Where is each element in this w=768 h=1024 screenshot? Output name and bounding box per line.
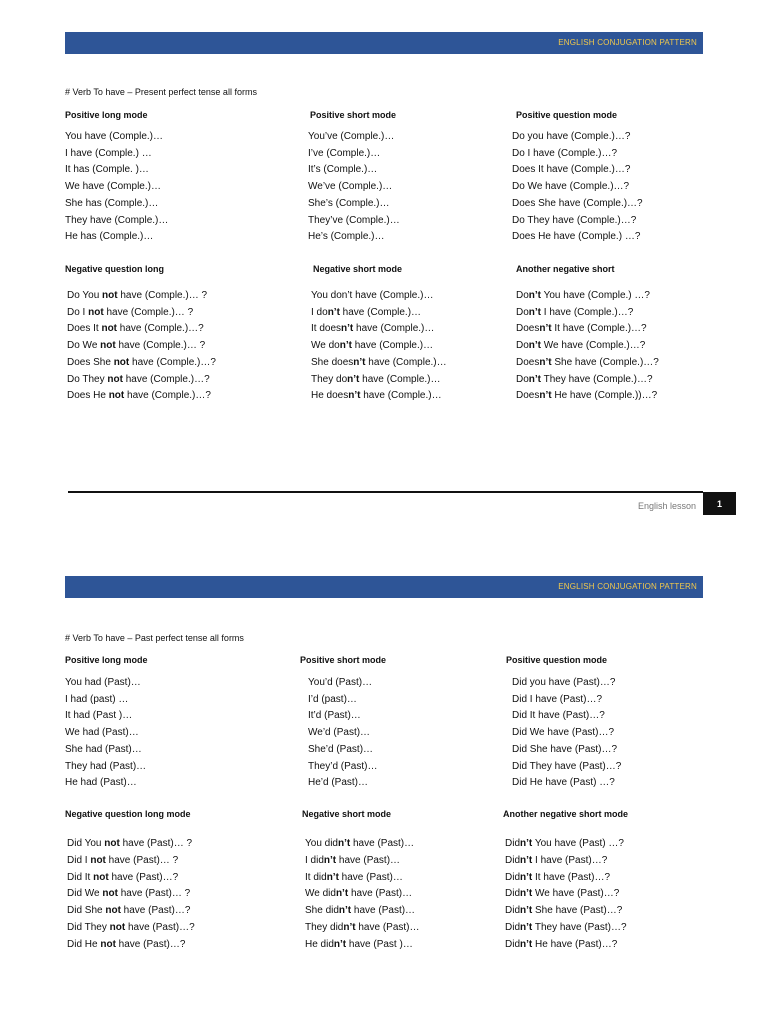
line-text: Did: [505, 922, 521, 933]
conjugation-line: [67, 323, 204, 334]
conjugation-line: [67, 357, 216, 368]
negation-emphasis: n’t: [520, 838, 533, 849]
line-text: It have (Comple.)…?: [551, 323, 647, 335]
negation-emphasis: not: [102, 290, 118, 301]
negation-emphasis: not: [107, 373, 123, 385]
line-text: I did: [305, 854, 324, 866]
conjugation-line: They’ve (Comple.)…: [308, 214, 400, 226]
line-text: Does She: [67, 356, 114, 368]
conjugation-line: It has (Comple. )…: [65, 164, 149, 176]
column-header: Positive question mode: [516, 110, 618, 120]
line-text: Does: [516, 390, 540, 402]
conjugation-line: You’d (Past)…: [308, 677, 373, 688]
line-text: I have (Comple.)…?: [541, 306, 634, 318]
conjugation-line: We have (Comple.)…: [65, 181, 161, 193]
line-text: Does He: [67, 390, 109, 402]
line-text: You have (Comple.) …?: [541, 290, 650, 301]
conjugation-line: They’d (Past)…: [308, 760, 378, 772]
line-text: Do: [516, 290, 529, 301]
negation-emphasis: n’t: [353, 356, 366, 368]
line-text: Do: [516, 340, 529, 352]
conjugation-line: It had (Past )…: [65, 710, 133, 722]
conjugation-line: [67, 855, 178, 866]
negation-emphasis: not: [108, 390, 125, 402]
line-text: It have (Past)…?: [532, 871, 611, 883]
conjugation-line: [67, 939, 185, 950]
line-text: have (Comple.)…?: [117, 323, 204, 335]
column-header: Positive long mode: [65, 655, 148, 665]
conjugation-line: Does It have (Comple.)…?: [512, 164, 631, 176]
conjugation-line: Did He have (Past) …?: [512, 777, 615, 789]
line-text: have (Comple.)…: [360, 390, 442, 402]
negation-emphasis: not: [109, 922, 126, 933]
line-text: Do We: [67, 340, 101, 352]
conjugation-line: I have (Comple.) …: [65, 147, 152, 159]
column-header: Negative short mode: [302, 809, 392, 819]
negation-emphasis: n’t: [348, 390, 361, 402]
conjugation-line: [67, 838, 192, 849]
conjugation-line: [305, 872, 403, 883]
line-text: They did: [305, 922, 344, 933]
conjugation-line: [311, 323, 434, 334]
line-text: It does: [311, 323, 342, 335]
conjugation-line: Do They have (Comple.)…?: [512, 214, 637, 226]
conjugation-line: Does She have (Comple.)…?: [512, 197, 643, 209]
conjugation-line: [311, 374, 441, 385]
column-header: Positive question mode: [506, 655, 608, 665]
conjugation-line: [505, 939, 617, 950]
conjugation-line: [505, 855, 607, 866]
negation-emphasis: not: [104, 838, 120, 849]
negation-emphasis: n’t: [520, 888, 533, 900]
line-text: He have (Comple.))…?: [551, 390, 658, 402]
negation-emphasis: n’t: [338, 905, 352, 917]
page-title: # Verb To have – Past perfect tense all forms: [65, 633, 244, 643]
conjugation-line: Do you have (Comple.)…?: [512, 131, 631, 142]
line-text: We have (Comple.)…?: [541, 340, 646, 352]
header-banner-page-2: [65, 576, 703, 598]
conjugation-line: [505, 905, 622, 916]
conjugation-line: [305, 855, 400, 866]
line-text: have (Past)…: [338, 871, 403, 883]
line-text: I do: [311, 306, 328, 318]
line-text: Do They: [67, 373, 108, 385]
line-text: have (Past)…?: [120, 905, 191, 917]
line-text: Did: [505, 838, 521, 849]
line-text: Does: [516, 323, 540, 335]
conjugation-line: [311, 340, 433, 351]
negation-emphasis: n’t: [323, 854, 337, 866]
negation-emphasis: n’t: [327, 306, 340, 318]
negation-emphasis: n’t: [338, 838, 351, 849]
conjugation-line: They have (Comple.)…: [65, 214, 169, 226]
line-text: have (Past )…: [346, 938, 413, 950]
negation-emphasis: n’t: [539, 323, 552, 335]
line-text: Did I: [67, 854, 91, 866]
line-text: Did He: [67, 938, 101, 950]
line-text: have (Past)…: [350, 838, 415, 849]
column-header: Negative question long mode: [65, 809, 191, 819]
conjugation-line: Did She have (Past)…?: [512, 743, 618, 755]
column-header: Positive short mode: [300, 655, 387, 665]
conjugation-line: She’d (Past)…: [308, 743, 374, 755]
column-header: Another negative short mode: [503, 809, 629, 819]
line-text: have (Comple.)…?: [124, 390, 211, 402]
conjugation-line: Does He have (Comple.) …?: [512, 231, 641, 243]
line-text: Do: [516, 306, 529, 318]
negation-emphasis: n’t: [333, 938, 347, 950]
negation-emphasis: n’t: [528, 306, 542, 318]
line-text: Does: [516, 356, 540, 368]
conjugation-line: [505, 888, 619, 899]
line-text: Did: [505, 854, 521, 866]
negation-emphasis: n’t: [539, 356, 552, 368]
negation-emphasis: n’t: [520, 905, 533, 917]
line-text: We do: [311, 340, 340, 352]
conjugation-line: [516, 340, 645, 351]
conjugation-line: [67, 872, 178, 883]
conjugation-line: I’d (past)…: [308, 693, 357, 705]
conjugation-line: [305, 888, 412, 899]
conjugation-line: [505, 922, 627, 933]
negation-emphasis: not: [88, 306, 104, 318]
negation-emphasis: n’t: [528, 290, 542, 301]
negation-emphasis: n’t: [341, 323, 354, 335]
line-text: We have (Past)…?: [532, 888, 620, 900]
conjugation-line: Did We have (Past)…?: [512, 727, 615, 739]
line-text: You don’t: [311, 290, 353, 301]
conjugation-line: We had (Past)…: [65, 727, 139, 739]
column-header: Positive long mode: [65, 110, 148, 120]
conjugation-line: You’ve (Comple.)…: [308, 131, 395, 142]
conjugation-line: You have (Comple.)…: [65, 131, 164, 142]
line-text: It did: [305, 871, 327, 883]
conjugation-line: He had (Past)…: [65, 777, 137, 789]
negation-emphasis: n’t: [343, 922, 356, 933]
conjugation-line: [305, 905, 415, 916]
conjugation-line: [311, 357, 447, 368]
line-text: I have (Past)…?: [532, 854, 608, 866]
conjugation-line: Did They have (Past)…?: [512, 760, 622, 772]
conjugation-line: [67, 905, 190, 916]
line-text: She have (Past)…?: [532, 905, 623, 917]
conjugation-line: [516, 390, 657, 401]
line-text: You have (Past) …?: [532, 838, 624, 849]
line-text: have (Comple.)…: [339, 306, 422, 318]
conjugation-line: [67, 922, 195, 933]
page-number-badge: [703, 492, 736, 515]
line-text: Did We: [67, 888, 103, 900]
conjugation-line: Do I have (Comple.)…?: [512, 147, 618, 159]
conjugation-line: [67, 307, 193, 318]
conjugation-line: He has (Comple.)…: [65, 231, 154, 243]
line-text: They do: [311, 373, 348, 385]
line-text: have (Comple.)…: [353, 323, 435, 335]
negation-emphasis: n’t: [539, 390, 552, 402]
negation-emphasis: not: [100, 340, 116, 352]
conjugation-line: [516, 290, 650, 301]
column-header: Negative question long: [65, 264, 165, 274]
conjugation-line: It’d (Past)…: [308, 710, 361, 722]
column-header: Positive short mode: [310, 110, 397, 120]
banner-text: ENGLISH CONJUGATION PATTERN: [558, 582, 697, 591]
footer-label: English lesson: [638, 501, 697, 511]
footer-rule: [68, 491, 703, 493]
conjugation-line: She’s (Comple.)…: [308, 197, 390, 209]
conjugation-line: He’d (Past)…: [308, 777, 369, 789]
conjugation-line: It’s (Comple.)…: [308, 164, 378, 176]
line-text: Does It: [67, 323, 102, 335]
conjugation-line: We’d (Past)…: [308, 727, 371, 739]
negation-emphasis: n’t: [347, 373, 360, 385]
line-text: Did: [505, 871, 521, 883]
conjugation-line: [311, 307, 421, 318]
line-text: have (Comple.)…?: [122, 373, 210, 385]
conjugation-line: [505, 872, 610, 883]
negation-emphasis: n’t: [326, 871, 339, 883]
line-text: Did: [505, 888, 521, 900]
negation-emphasis: not: [90, 854, 106, 866]
negation-emphasis: n’t: [528, 373, 542, 385]
negation-emphasis: not: [102, 888, 118, 900]
line-text: You did: [305, 838, 338, 849]
column-header: Another negative short: [516, 264, 615, 274]
conjugation-line: Did you have (Past)…?: [512, 677, 616, 688]
conjugation-line: [305, 922, 420, 933]
conjugation-line: [305, 838, 414, 849]
line-text: have (Comple.)… ?: [117, 290, 208, 301]
conjugation-line: [67, 374, 210, 385]
line-text: have (Comple.)…: [351, 340, 434, 352]
conjugation-line: I’ve (Comple.)…: [308, 147, 381, 159]
conjugation-line: [67, 390, 211, 401]
line-text: They have (Comple.)…?: [541, 373, 653, 385]
negation-emphasis: n’t: [339, 340, 352, 352]
negation-emphasis: not: [105, 905, 121, 917]
line-text: have (Past)… ?: [117, 888, 191, 900]
line-text: Did She: [67, 905, 106, 917]
line-text: Did It: [67, 871, 94, 883]
conjugation-line: [67, 888, 190, 899]
page-title: # Verb To have – Present perfect tense all forms: [65, 87, 257, 97]
line-text: have (Comple.)…: [352, 290, 434, 301]
page-number: 1: [716, 498, 722, 509]
conjugation-line: [516, 323, 647, 334]
negation-emphasis: n’t: [520, 871, 533, 883]
line-text: Do You: [67, 290, 103, 301]
line-text: She does: [311, 356, 354, 368]
line-text: She did: [305, 905, 339, 917]
line-text: Do I: [67, 306, 89, 318]
line-text: have (Comple.)…: [365, 356, 447, 368]
conjugation-line: [516, 307, 633, 318]
conjugation-line: [311, 390, 442, 401]
banner-text: ENGLISH CONJUGATION PATTERN: [558, 38, 697, 47]
header-banner-page-1: [65, 32, 703, 54]
negation-emphasis: n’t: [528, 340, 542, 352]
line-text: Did You: [67, 838, 105, 849]
line-text: have (Comple.)…: [359, 373, 441, 385]
line-text: Did They: [67, 922, 110, 933]
conjugation-line: Did It have (Past)…?: [512, 710, 605, 722]
line-text: have (Past)… ?: [119, 838, 193, 849]
conjugation-line: [516, 357, 659, 368]
line-text: have (Past)…: [348, 888, 413, 900]
conjugation-line: They had (Past)…: [65, 760, 147, 772]
line-text: He have (Past)…?: [532, 938, 618, 950]
negation-emphasis: not: [101, 323, 118, 335]
line-text: have (Comple.)… ?: [103, 306, 194, 318]
line-text: have (Comple.)…?: [129, 356, 216, 368]
conjugation-line: [311, 290, 433, 301]
conjugation-line: We’ve (Comple.)…: [308, 181, 393, 193]
negation-emphasis: n’t: [520, 938, 533, 950]
line-text: have (Past)…?: [115, 938, 186, 950]
column-header: Negative short mode: [313, 264, 403, 274]
negation-emphasis: not: [93, 871, 109, 883]
line-text: have (Past)…?: [108, 871, 179, 883]
conjugation-line: I had (past) …: [65, 693, 129, 705]
negation-emphasis: n’t: [520, 922, 533, 933]
line-text: He does: [311, 390, 349, 402]
line-text: have (Past)…: [336, 854, 401, 866]
conjugation-line: Do We have (Comple.)…?: [512, 181, 630, 193]
negation-emphasis: n’t: [335, 888, 349, 900]
negation-emphasis: n’t: [520, 854, 533, 866]
conjugation-line: She had (Past)…: [65, 743, 142, 755]
conjugation-line: [67, 340, 205, 351]
conjugation-line: [67, 290, 207, 301]
negation-emphasis: not: [100, 938, 116, 950]
line-text: have (Past)… ?: [105, 854, 179, 866]
line-text: have (Comple.)… ?: [115, 340, 206, 352]
negation-emphasis: not: [113, 356, 130, 368]
conjugation-line: [516, 374, 653, 385]
line-text: They have (Past)…?: [532, 922, 627, 933]
line-text: Did: [505, 905, 521, 917]
line-text: Do: [516, 373, 529, 385]
line-text: We did: [305, 888, 336, 900]
conjugation-line: She has (Comple.)…: [65, 197, 159, 209]
line-text: have (Past)…: [355, 922, 420, 933]
conjugation-line: He’s (Comple.)…: [308, 231, 385, 243]
line-text: She have (Comple.)…?: [551, 356, 659, 368]
conjugation-line: You had (Past)…: [65, 677, 141, 688]
line-text: have (Past)…: [351, 905, 416, 917]
line-text: have (Past)…?: [125, 922, 195, 933]
conjugation-line: Did I have (Past)…?: [512, 693, 603, 705]
line-text: Did: [505, 938, 521, 950]
conjugation-line: [305, 939, 413, 950]
conjugation-line: [505, 838, 624, 849]
line-text: He did: [305, 938, 334, 950]
